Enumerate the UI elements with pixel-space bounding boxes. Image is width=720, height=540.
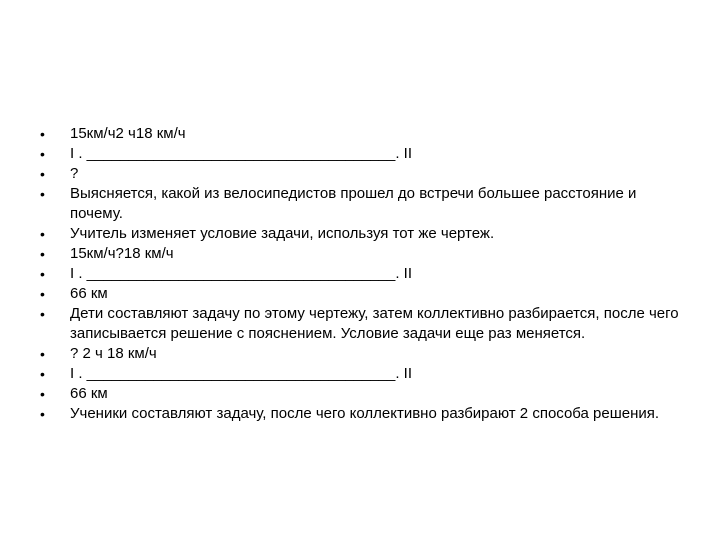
bullet-item [40,404,680,424]
bullet-item [40,284,680,304]
bullet-dot: • [40,246,45,262]
bullet-item [40,224,680,244]
bullet-item [40,304,680,344]
bullet-text: ? 2 ч 18 км/ч [70,345,157,362]
bullet-dot: • [40,126,45,142]
bullet-item [40,344,680,364]
bullet-dot: • [40,346,45,362]
bullet-dot: • [40,286,45,302]
bullet-item [40,124,680,144]
bullet-text: ? [70,165,79,182]
bullet-item [40,144,680,164]
bullet-item [40,364,680,384]
bullet-item [40,244,680,264]
bullet-text: 15км/ч2 ч18 км/ч [70,125,186,142]
bullet-text: Выясняется, какой из велосипедистов прошел до встречи большее расстояние и почему. [70,185,637,222]
bullet-dot: • [40,266,45,282]
bullet-dot: • [40,386,45,402]
bullet-dot: • [40,226,45,242]
bullet-item [40,164,680,184]
bullet-item [40,184,680,224]
bullet-dot: • [40,166,45,182]
bullet-dot: • [40,306,45,322]
bullet-text: 66 км [70,285,108,302]
bullet-text: 15км/ч?18 км/ч [70,245,174,262]
bullet-text: 66 км [70,385,108,402]
bullet-dot: • [40,406,45,422]
bullet-dot: • [40,146,45,162]
bullet-item [40,264,680,284]
bullet-text: Ученики составляют задачу, после чего коллективно разбирают 2 способа решения. [70,405,660,422]
bullet-dot: • [40,186,45,202]
bullet-text: I . _____________________________________. II [70,145,413,162]
bullet-dot: • [40,366,45,382]
bullet-list [40,124,680,424]
bullet-text: Дети составляют задачу по этому чертежу, затем коллективно разбирается, после чего записывается решение с пояснением. Условие задачи еще раз меняется. [70,305,679,342]
bullet-item [40,384,680,404]
bullet-text: I . _____________________________________. II [70,365,413,382]
bullet-text: I . _____________________________________. II [70,265,413,282]
bullet-text: Учитель изменяет условие задачи, используя тот же чертеж. [70,225,495,242]
